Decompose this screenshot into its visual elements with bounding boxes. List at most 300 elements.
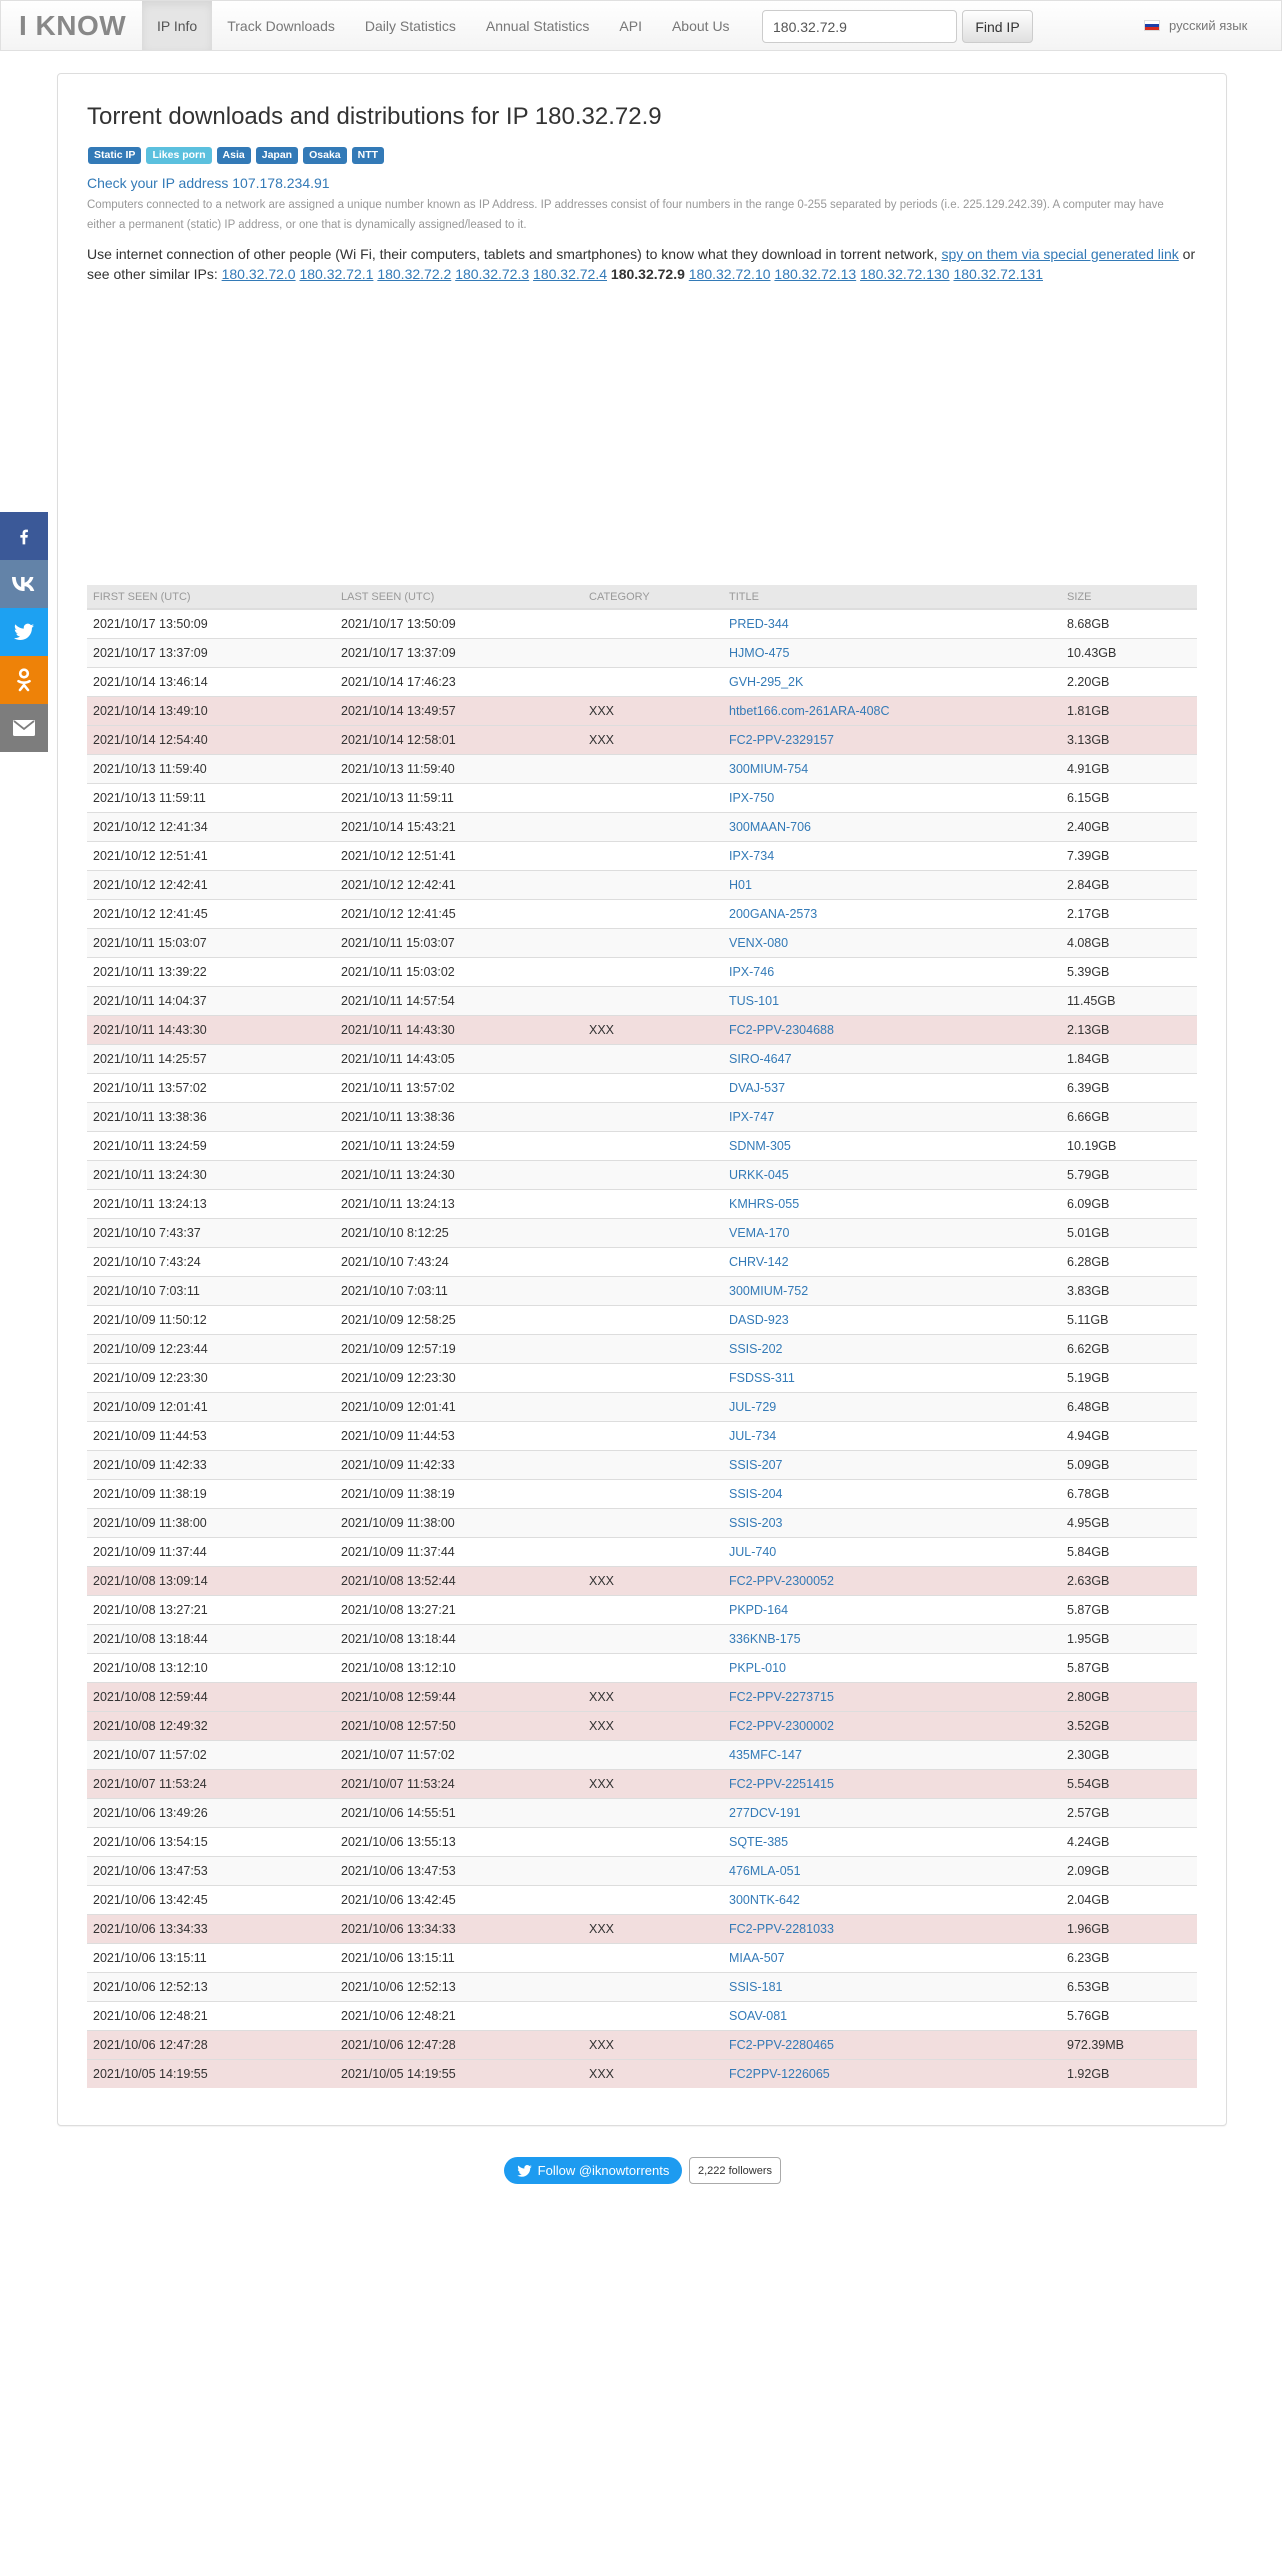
title-cell <box>723 1190 1061 1219</box>
category-cell <box>583 1886 723 1915</box>
title-cell <box>723 1596 1061 1625</box>
first-seen-cell: 2021/10/08 12:49:32 <box>87 1712 335 1741</box>
badge-static-ip: Static IP <box>88 147 141 164</box>
category-cell: XXX <box>583 1567 723 1596</box>
title-cell <box>723 871 1061 900</box>
table-row <box>87 1103 1197 1132</box>
size-cell: 2.84GB <box>1061 871 1197 900</box>
table-row <box>87 1422 1197 1451</box>
last-seen-cell: 2021/10/08 13:12:10 <box>335 1654 583 1683</box>
table-row <box>87 1190 1197 1219</box>
torrent-title-link[interactable]: DASD-923 <box>729 1313 789 1327</box>
title-cell <box>723 1625 1061 1654</box>
torrent-title-link[interactable]: H01 <box>729 878 752 892</box>
table-row <box>87 1306 1197 1335</box>
torrent-title-link[interactable]: SSIS-204 <box>729 1487 783 1501</box>
nav-track-downloads[interactable]: Track Downloads <box>227 18 335 34</box>
size-cell: 6.66GB <box>1061 1103 1197 1132</box>
size-cell: 2.30GB <box>1061 1741 1197 1770</box>
category-cell <box>583 639 723 668</box>
size-cell: 2.20GB <box>1061 668 1197 697</box>
size-cell: 4.24GB <box>1061 1828 1197 1857</box>
last-seen-cell: 2021/10/06 13:34:33 <box>335 1915 583 1944</box>
title-cell <box>723 1683 1061 1712</box>
size-cell: 6.48GB <box>1061 1393 1197 1422</box>
facebook-icon <box>14 526 34 546</box>
category-cell <box>583 1625 723 1654</box>
social-share-bar <box>0 512 48 752</box>
torrent-title-link[interactable]: FC2-PPV-2300002 <box>729 1719 834 1733</box>
size-cell: 1.81GB <box>1061 697 1197 726</box>
title-cell <box>723 1248 1061 1277</box>
first-seen-cell: 2021/10/09 12:01:41 <box>87 1393 335 1422</box>
table-row <box>87 1509 1197 1538</box>
torrent-title-link[interactable]: SSIS-202 <box>729 1342 783 1356</box>
table-row <box>87 1857 1197 1886</box>
last-seen-cell: 2021/10/06 13:55:13 <box>335 1828 583 1857</box>
torrent-title-link[interactable]: URKK-045 <box>729 1168 789 1182</box>
odnoklassniki-share-button[interactable] <box>0 656 48 704</box>
first-seen-cell: 2021/10/06 13:34:33 <box>87 1915 335 1944</box>
category-cell <box>583 1190 723 1219</box>
first-seen-cell: 2021/10/06 13:15:11 <box>87 1944 335 1973</box>
last-seen-cell: 2021/10/11 15:03:07 <box>335 929 583 958</box>
size-cell: 6.09GB <box>1061 1190 1197 1219</box>
table-row <box>87 1335 1197 1364</box>
torrent-title-link[interactable]: IPX-746 <box>729 965 775 979</box>
size-cell: 10.19GB <box>1061 1132 1197 1161</box>
size-cell: 4.94GB <box>1061 1422 1197 1451</box>
torrent-title-link[interactable]: GVH-295_2K <box>729 675 804 689</box>
brand-logo[interactable]: I KNOW <box>19 10 127 41</box>
title-cell <box>723 1335 1061 1364</box>
badge-osaka: Osaka <box>303 147 347 164</box>
title-cell <box>723 1045 1061 1074</box>
category-cell <box>583 900 723 929</box>
title-cell <box>723 2060 1061 2089</box>
title-cell <box>723 929 1061 958</box>
size-cell: 972.39MB <box>1061 2031 1197 2060</box>
size-cell: 5.54GB <box>1061 1770 1197 1799</box>
category-cell <box>583 842 723 871</box>
table-row <box>87 1944 1197 1973</box>
facebook-share-button[interactable] <box>0 512 48 560</box>
last-seen-cell: 2021/10/11 14:57:54 <box>335 987 583 1016</box>
table-row <box>87 1393 1197 1422</box>
torrent-title-link[interactable]: FC2-PPV-2300052 <box>729 1574 834 1588</box>
last-seen-cell: 2021/10/05 14:19:55 <box>335 2060 583 2089</box>
title-cell <box>723 900 1061 929</box>
similar-ip-current: 180.32.72.9 <box>610 266 685 282</box>
last-seen-cell: 2021/10/12 12:41:45 <box>335 900 583 929</box>
table-row <box>87 1132 1197 1161</box>
torrent-title-link[interactable]: FC2-PPV-2273715 <box>729 1690 834 1704</box>
table-row <box>87 1770 1197 1799</box>
category-cell: XXX <box>583 2031 723 2060</box>
title-cell <box>723 1422 1061 1451</box>
first-seen-cell: 2021/10/14 12:54:40 <box>87 726 335 755</box>
table-row <box>87 784 1197 813</box>
similar-ip-link[interactable]: 180.32.72.1 <box>299 266 374 282</box>
size-cell: 2.63GB <box>1061 1567 1197 1596</box>
first-seen-cell: 2021/10/09 11:38:00 <box>87 1509 335 1538</box>
torrent-title-link[interactable]: HJMO-475 <box>729 646 790 660</box>
torrent-title-link[interactable]: CHRV-142 <box>729 1255 789 1269</box>
similar-ip-link[interactable]: 180.32.72.2 <box>377 266 452 282</box>
size-cell: 3.52GB <box>1061 1712 1197 1741</box>
category-cell: XXX <box>583 697 723 726</box>
nav-annual-statistics[interactable]: Annual Statistics <box>485 18 590 34</box>
torrent-title-link[interactable]: 336KNB-175 <box>729 1632 801 1646</box>
last-seen-cell: 2021/10/06 12:47:28 <box>335 2031 583 2060</box>
find-ip-button[interactable]: Find IP <box>962 10 1033 43</box>
torrent-title-link[interactable]: JUL-729 <box>729 1400 777 1414</box>
similar-ip-link[interactable]: 180.32.72.13 <box>774 266 857 282</box>
first-seen-cell: 2021/10/11 14:25:57 <box>87 1045 335 1074</box>
table-row <box>87 1016 1197 1045</box>
last-seen-cell: 2021/10/13 11:59:40 <box>335 755 583 784</box>
category-cell <box>583 1306 723 1335</box>
title-cell <box>723 784 1061 813</box>
size-cell: 5.01GB <box>1061 1219 1197 1248</box>
last-seen-cell: 2021/10/12 12:42:41 <box>335 871 583 900</box>
first-seen-cell: 2021/10/08 13:18:44 <box>87 1625 335 1654</box>
last-seen-cell: 2021/10/12 12:51:41 <box>335 842 583 871</box>
last-seen-cell: 2021/10/17 13:50:09 <box>335 609 583 639</box>
col-size[interactable]: SIZE <box>1061 585 1197 609</box>
last-seen-cell: 2021/10/09 12:23:30 <box>335 1364 583 1393</box>
first-seen-cell: 2021/10/06 12:47:28 <box>87 2031 335 2060</box>
torrent-title-link[interactable]: PKPD-164 <box>729 1603 789 1617</box>
table-row <box>87 842 1197 871</box>
size-cell: 5.87GB <box>1061 1596 1197 1625</box>
torrent-title-link[interactable]: IPX-734 <box>729 849 775 863</box>
title-cell <box>723 958 1061 987</box>
torrent-title-link[interactable]: 200GANA-2573 <box>729 907 818 921</box>
category-cell: XXX <box>583 726 723 755</box>
followers-count[interactable]: 2,222 followers <box>689 2157 781 2184</box>
table-row <box>87 958 1197 987</box>
title-cell <box>723 1393 1061 1422</box>
table-row <box>87 900 1197 929</box>
size-cell: 2.09GB <box>1061 1857 1197 1886</box>
first-seen-cell: 2021/10/06 12:48:21 <box>87 2002 335 2031</box>
size-cell: 2.13GB <box>1061 1016 1197 1045</box>
table-row <box>87 1596 1197 1625</box>
last-seen-cell: 2021/10/11 13:24:13 <box>335 1190 583 1219</box>
last-seen-cell: 2021/10/07 11:57:02 <box>335 1741 583 1770</box>
first-seen-cell: 2021/10/09 11:37:44 <box>87 1538 335 1567</box>
category-cell <box>583 1335 723 1364</box>
table-row <box>87 1828 1197 1857</box>
torrent-title-link[interactable]: 300MAAN-706 <box>729 820 811 834</box>
size-cell: 5.84GB <box>1061 1538 1197 1567</box>
torrent-title-link[interactable]: JUL-740 <box>729 1545 777 1559</box>
table-row <box>87 609 1197 639</box>
spy-link[interactable]: spy on them via special generated link <box>941 246 1179 262</box>
col-category[interactable]: CATEGORY <box>583 585 723 609</box>
torrent-title-link[interactable]: htbet166.com-261ARA-408C <box>729 704 890 718</box>
table-row <box>87 1567 1197 1596</box>
table-row <box>87 1451 1197 1480</box>
page-title: Torrent downloads and distributions for IP 180.32.72.9 <box>87 103 662 130</box>
nav-api[interactable]: API <box>619 18 642 34</box>
vk-share-button[interactable] <box>0 560 48 608</box>
title-cell <box>723 639 1061 668</box>
torrent-title-link[interactable]: VEMA-170 <box>729 1226 790 1240</box>
torrent-title-link[interactable]: SQTE-385 <box>729 1835 789 1849</box>
category-cell <box>583 1509 723 1538</box>
size-cell: 2.40GB <box>1061 813 1197 842</box>
title-cell <box>723 1712 1061 1741</box>
size-cell: 10.43GB <box>1061 639 1197 668</box>
last-seen-cell: 2021/10/10 7:43:24 <box>335 1248 583 1277</box>
category-cell: XXX <box>583 1712 723 1741</box>
last-seen-cell: 2021/10/11 13:24:59 <box>335 1132 583 1161</box>
follow-label: Follow @iknowtorrents <box>537 2163 670 2178</box>
torrent-title-link[interactable]: FSDSS-311 <box>729 1371 795 1385</box>
category-cell <box>583 1219 723 1248</box>
torrent-title-link[interactable]: IPX-750 <box>729 791 775 805</box>
ip-search-input[interactable] <box>762 10 957 43</box>
first-seen-cell: 2021/10/14 13:49:10 <box>87 697 335 726</box>
size-cell: 4.91GB <box>1061 755 1197 784</box>
size-cell: 6.53GB <box>1061 1973 1197 2002</box>
last-seen-cell: 2021/10/14 15:43:21 <box>335 813 583 842</box>
size-cell: 1.95GB <box>1061 1625 1197 1654</box>
category-cell <box>583 987 723 1016</box>
torrent-title-link[interactable]: FC2PPV-1226065 <box>729 2067 830 2081</box>
similar-ip-link[interactable]: 180.32.72.0 <box>221 266 296 282</box>
category-cell <box>583 1654 723 1683</box>
first-seen-cell: 2021/10/11 13:24:30 <box>87 1161 335 1190</box>
category-cell <box>583 1973 723 2002</box>
size-cell: 3.83GB <box>1061 1277 1197 1306</box>
first-seen-cell: 2021/10/09 11:42:33 <box>87 1451 335 1480</box>
torrent-table <box>87 585 1197 2088</box>
twitter-follow-button[interactable] <box>504 2157 682 2184</box>
torrent-title-link[interactable]: 300MIUM-754 <box>729 762 809 776</box>
title-cell <box>723 1219 1061 1248</box>
title-cell <box>723 1451 1061 1480</box>
torrent-title-link[interactable]: MIAA-507 <box>729 1951 785 1965</box>
first-seen-cell: 2021/10/08 13:12:10 <box>87 1654 335 1683</box>
table-row <box>87 1219 1197 1248</box>
category-cell <box>583 2002 723 2031</box>
torrent-title-link[interactable]: VENX-080 <box>729 936 789 950</box>
size-cell: 6.23GB <box>1061 1944 1197 1973</box>
torrent-title-link[interactable]: 300NTK-642 <box>729 1893 800 1907</box>
last-seen-cell: 2021/10/11 13:57:02 <box>335 1074 583 1103</box>
size-cell: 5.09GB <box>1061 1451 1197 1480</box>
table-row <box>87 1915 1197 1944</box>
first-seen-cell: 2021/10/10 7:43:37 <box>87 1219 335 1248</box>
first-seen-cell: 2021/10/12 12:41:34 <box>87 813 335 842</box>
last-seen-cell: 2021/10/14 17:46:23 <box>335 668 583 697</box>
category-cell <box>583 668 723 697</box>
size-cell: 2.04GB <box>1061 1886 1197 1915</box>
check-your-ip-link[interactable]: Check your IP address 107.178.234.91 <box>87 175 330 191</box>
nav-ip-info[interactable]: IP Info <box>142 1 212 50</box>
table-row <box>87 1886 1197 1915</box>
col-last-seen[interactable]: LAST SEEN (UTC) <box>335 585 583 609</box>
torrent-title-link[interactable]: SIRO-4647 <box>729 1052 792 1066</box>
table-row <box>87 2031 1197 2060</box>
torrent-title-link[interactable]: FC2-PPV-2281033 <box>729 1922 834 1936</box>
last-seen-cell: 2021/10/06 13:15:11 <box>335 1944 583 1973</box>
size-cell: 11.45GB <box>1061 987 1197 1016</box>
size-cell: 1.96GB <box>1061 1915 1197 1944</box>
email-share-button[interactable] <box>0 704 48 752</box>
size-cell: 2.57GB <box>1061 1799 1197 1828</box>
table-row <box>87 929 1197 958</box>
torrent-title-link[interactable]: FC2-PPV-2251415 <box>729 1777 834 1791</box>
table-row <box>87 1277 1197 1306</box>
torrent-title-link[interactable]: 435MFC-147 <box>729 1748 802 1762</box>
title-cell <box>723 1741 1061 1770</box>
table-row <box>87 1538 1197 1567</box>
title-cell <box>723 1480 1061 1509</box>
col-first-seen[interactable]: FIRST SEEN (UTC) <box>87 585 335 609</box>
category-cell <box>583 1074 723 1103</box>
table-row <box>87 1799 1197 1828</box>
torrent-title-link[interactable]: FC2-PPV-2304688 <box>729 1023 834 1037</box>
similar-ip-link[interactable]: 180.32.72.130 <box>860 266 950 282</box>
size-cell: 3.13GB <box>1061 726 1197 755</box>
similar-ip-link[interactable]: 180.32.72.4 <box>533 266 608 282</box>
torrent-title-link[interactable]: 476MLA-051 <box>729 1864 801 1878</box>
torrent-title-link[interactable]: JUL-734 <box>729 1429 777 1443</box>
first-seen-cell: 2021/10/10 7:43:24 <box>87 1248 335 1277</box>
similar-ip-link[interactable]: 180.32.72.131 <box>953 266 1043 282</box>
first-seen-cell: 2021/10/07 11:53:24 <box>87 1770 335 1799</box>
table-row <box>87 726 1197 755</box>
last-seen-cell: 2021/10/09 11:38:19 <box>335 1480 583 1509</box>
similar-ips-paragraph <box>87 244 1197 284</box>
size-cell: 4.08GB <box>1061 929 1197 958</box>
table-row <box>87 1973 1197 2002</box>
table-row <box>87 987 1197 1016</box>
table-row <box>87 1741 1197 1770</box>
last-seen-cell: 2021/10/11 14:43:30 <box>335 1016 583 1045</box>
torrent-title-link[interactable]: SSIS-203 <box>729 1516 783 1530</box>
first-seen-cell: 2021/10/14 13:46:14 <box>87 668 335 697</box>
first-seen-cell: 2021/10/11 13:57:02 <box>87 1074 335 1103</box>
first-seen-cell: 2021/10/11 13:39:22 <box>87 958 335 987</box>
size-cell: 4.95GB <box>1061 1509 1197 1538</box>
torrent-title-link[interactable]: SOAV-081 <box>729 2009 788 2023</box>
table-row <box>87 639 1197 668</box>
title-cell <box>723 1828 1061 1857</box>
first-seen-cell: 2021/10/11 13:24:59 <box>87 1132 335 1161</box>
use-text-intro: Use internet connection of other people (Wi Fi, their computers, tablets and smartphones) to know what they download in torrent network, <box>87 246 942 262</box>
category-cell <box>583 1596 723 1625</box>
category-cell <box>583 929 723 958</box>
use-text-similar: or see other similar IPs: <box>87 246 1196 282</box>
table-row <box>87 1074 1197 1103</box>
title-cell <box>723 1103 1061 1132</box>
first-seen-cell: 2021/10/13 11:59:40 <box>87 755 335 784</box>
first-seen-cell: 2021/10/11 13:24:13 <box>87 1190 335 1219</box>
first-seen-cell: 2021/10/11 13:38:36 <box>87 1103 335 1132</box>
similar-ip-list <box>222 266 1043 282</box>
title-cell <box>723 755 1061 784</box>
badge-asia: Asia <box>217 147 251 164</box>
first-seen-cell: 2021/10/11 15:03:07 <box>87 929 335 958</box>
category-cell: XXX <box>583 2060 723 2089</box>
title-cell <box>723 1277 1061 1306</box>
torrent-title-link[interactable]: 300MIUM-752 <box>729 1284 809 1298</box>
language-switch[interactable] <box>1144 18 1247 33</box>
table-row <box>87 2060 1197 2089</box>
last-seen-cell: 2021/10/10 7:03:11 <box>335 1277 583 1306</box>
category-cell <box>583 755 723 784</box>
last-seen-cell: 2021/10/06 12:52:13 <box>335 1973 583 2002</box>
last-seen-cell: 2021/10/14 12:58:01 <box>335 726 583 755</box>
first-seen-cell: 2021/10/08 13:09:14 <box>87 1567 335 1596</box>
nav-about-us[interactable]: About Us <box>671 18 730 34</box>
torrent-title-link[interactable]: TUS-101 <box>729 994 780 1008</box>
title-cell <box>723 1973 1061 2002</box>
category-cell: XXX <box>583 1915 723 1944</box>
table-row <box>87 697 1197 726</box>
size-cell: 5.39GB <box>1061 958 1197 987</box>
title-cell <box>723 813 1061 842</box>
first-seen-cell: 2021/10/17 13:50:09 <box>87 609 335 639</box>
title-cell <box>723 697 1061 726</box>
torrent-title-link[interactable]: FC2-PPV-2280465 <box>729 2038 834 2052</box>
main-nav <box>142 1 745 50</box>
torrent-title-link[interactable]: 277DCV-191 <box>729 1806 801 1820</box>
first-seen-cell: 2021/10/12 12:51:41 <box>87 842 335 871</box>
size-cell: 5.19GB <box>1061 1364 1197 1393</box>
first-seen-cell: 2021/10/17 13:37:09 <box>87 639 335 668</box>
first-seen-cell: 2021/10/06 13:42:45 <box>87 1886 335 1915</box>
torrent-title-link[interactable]: DVAJ-537 <box>729 1081 786 1095</box>
torrent-title-link[interactable]: FC2-PPV-2329157 <box>729 733 834 747</box>
category-cell <box>583 1277 723 1306</box>
first-seen-cell: 2021/10/06 13:54:15 <box>87 1828 335 1857</box>
torrent-title-link[interactable]: SSIS-181 <box>729 1980 783 1994</box>
first-seen-cell: 2021/10/11 14:43:30 <box>87 1016 335 1045</box>
twitter-share-button[interactable] <box>0 608 48 656</box>
torrent-title-link[interactable]: SSIS-207 <box>729 1458 783 1472</box>
similar-ip-link[interactable]: 180.32.72.10 <box>688 266 771 282</box>
size-cell: 6.39GB <box>1061 1074 1197 1103</box>
nav-daily-statistics[interactable]: Daily Statistics <box>364 18 456 34</box>
size-cell: 5.87GB <box>1061 1654 1197 1683</box>
first-seen-cell: 2021/10/08 13:27:21 <box>87 1596 335 1625</box>
torrent-title-link[interactable]: KMHRS-055 <box>729 1197 800 1211</box>
torrent-title-link[interactable]: SDNM-305 <box>729 1139 791 1153</box>
size-cell: 1.92GB <box>1061 2060 1197 2089</box>
last-seen-cell: 2021/10/08 12:59:44 <box>335 1683 583 1712</box>
title-cell <box>723 1886 1061 1915</box>
torrent-title-link[interactable]: IPX-747 <box>729 1110 775 1124</box>
last-seen-cell: 2021/10/09 11:38:00 <box>335 1509 583 1538</box>
title-cell <box>723 987 1061 1016</box>
category-cell <box>583 1132 723 1161</box>
category-cell <box>583 813 723 842</box>
torrent-title-link[interactable]: PRED-344 <box>729 617 789 631</box>
similar-ip-link[interactable]: 180.32.72.3 <box>455 266 530 282</box>
table-row <box>87 871 1197 900</box>
torrent-title-link[interactable]: PKPL-010 <box>729 1661 786 1675</box>
title-cell <box>723 1770 1061 1799</box>
last-seen-cell: 2021/10/08 12:57:50 <box>335 1712 583 1741</box>
badge-japan: Japan <box>256 147 298 164</box>
col-title[interactable]: TITLE <box>723 585 1061 609</box>
